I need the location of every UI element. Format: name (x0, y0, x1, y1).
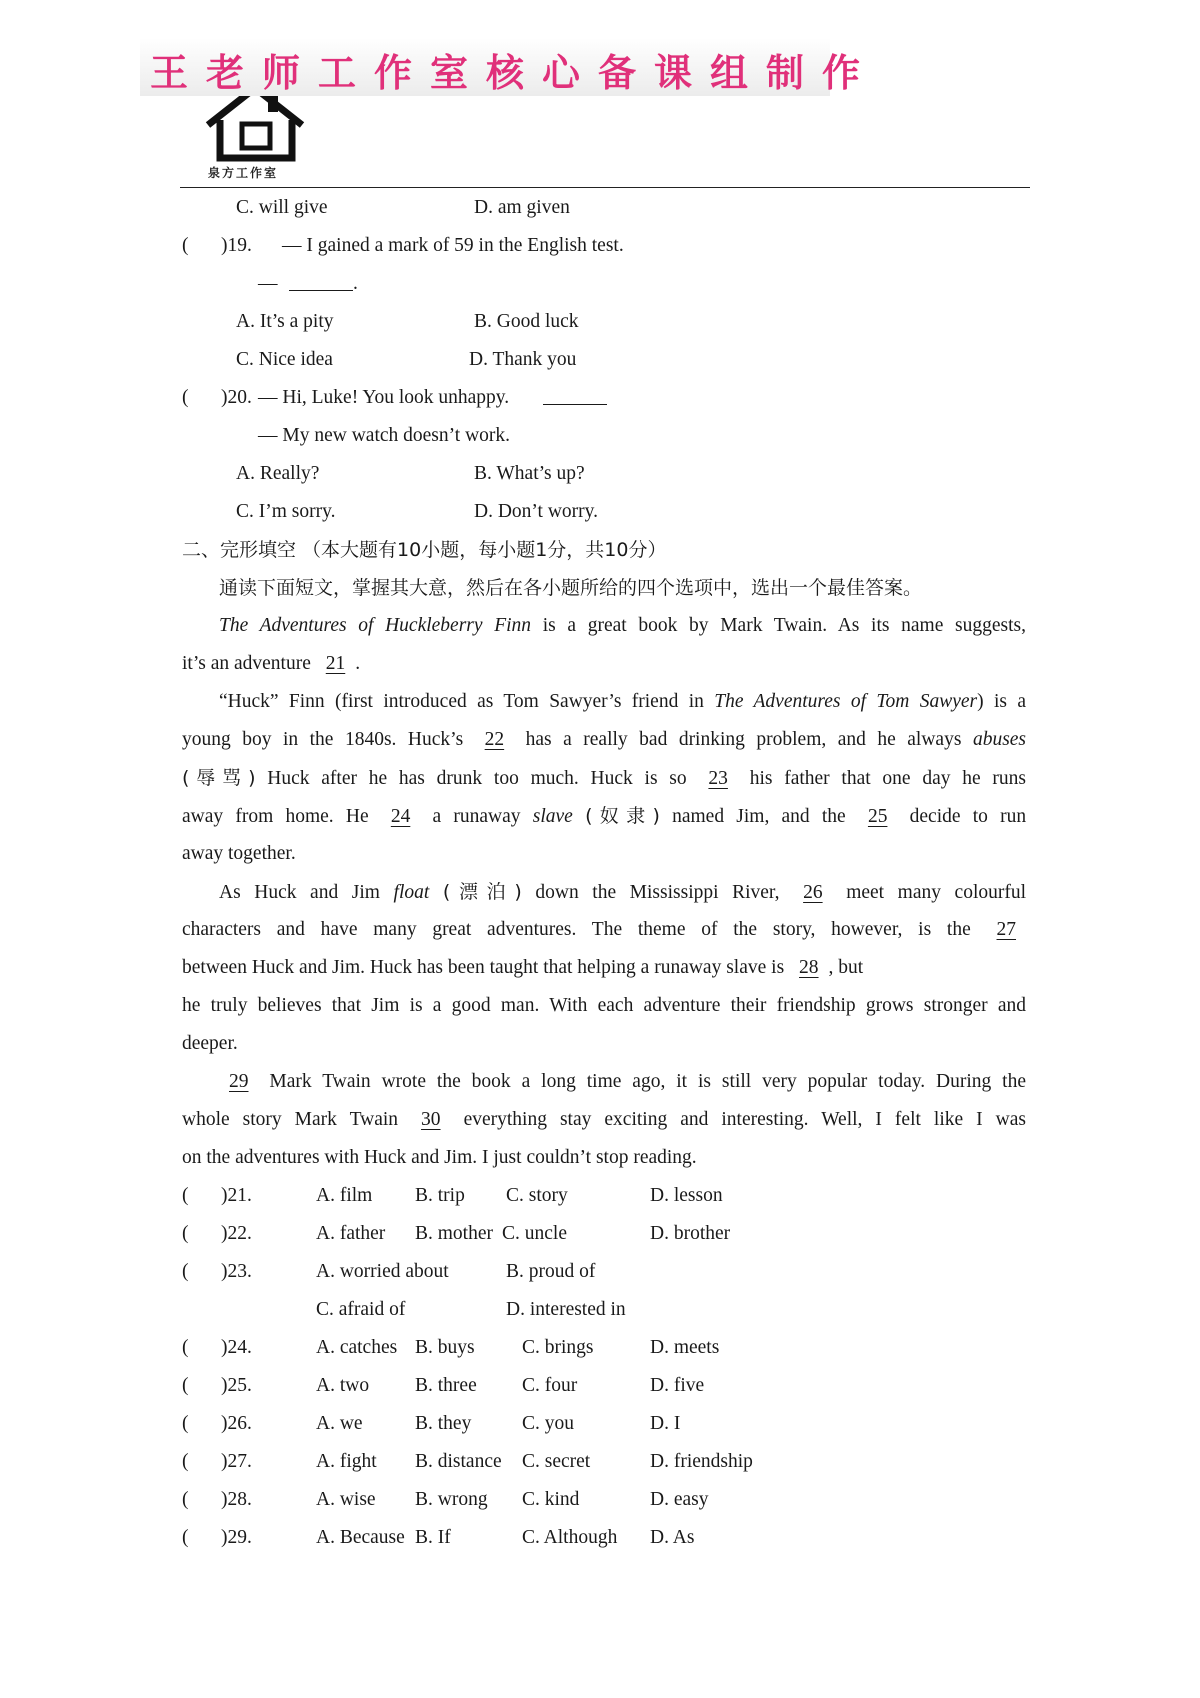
q19-number: )19. (221, 235, 252, 256)
option-paren: ( (182, 1451, 189, 1472)
q19-stem: — I gained a mark of 59 in the English test. (282, 235, 624, 256)
option-b: B. three (415, 1375, 477, 1396)
passage-line: (辱骂) Huck after he has drunk too much. Huck is so 23 his father that one day he runs (182, 767, 1027, 789)
q19-option-c: C. Nice idea (236, 349, 333, 370)
q20-reply: — My new watch doesn’t work. (258, 425, 511, 446)
passage-line: away together. (182, 843, 296, 864)
option-b: B. wrong (415, 1489, 488, 1510)
option-paren: ( (182, 1261, 189, 1282)
section-title: 二、完形填空 （本大题有10小题，每小题1分，共10分） (182, 539, 667, 561)
option-a: A. two (316, 1375, 370, 1396)
option-number: )24. (221, 1337, 252, 1358)
option-c: C. uncle (502, 1223, 567, 1244)
option-number: )26. (221, 1413, 252, 1434)
option-a: A. father (316, 1223, 386, 1244)
option-d: D. five (650, 1375, 705, 1396)
blank-24: 24 (390, 806, 411, 827)
q19-answer-blank (289, 272, 353, 298)
option-d: D. interested in (506, 1299, 626, 1320)
option-b: B. distance (415, 1451, 502, 1472)
section-instruction: 通读下面短文，掌握其大意，然后在各小题所给的四个选项中，选出一个最佳答案。 (219, 577, 923, 599)
option-b: B. they (415, 1413, 472, 1434)
book-title: The Adventures of Huckleberry Finn (219, 615, 532, 636)
passage-line: it’s an adventure 21 . (182, 653, 361, 674)
blank-25: 25 (867, 806, 888, 827)
option-a: A. we (316, 1413, 363, 1434)
option-a: A. worried about (316, 1261, 449, 1282)
q19-option-d: D. Thank you (469, 349, 577, 370)
option-paren: ( (182, 1185, 189, 1206)
option-d: D. meets (650, 1337, 720, 1358)
option-paren: ( (182, 1413, 189, 1434)
option-paren: ( (182, 1337, 189, 1358)
option-paren: ( (182, 1489, 189, 1510)
passage-line: he truly believes that Jim is a good man. With each adventure their friendship grows stronger and (182, 995, 1026, 1016)
option-b: B. mother (415, 1223, 493, 1244)
header-rule (180, 187, 1030, 188)
passage-line: characters and have many great adventures. The theme of the story, however, is the 27 (182, 918, 1026, 942)
blank-21: 21 (325, 653, 346, 674)
blank-26: 26 (803, 882, 823, 903)
option-paren: ( (182, 1375, 189, 1396)
passage-line: young boy in the 1840s. Huck’s 22 has a really bad drinking problem, and he always abuses (182, 729, 1027, 750)
q20-number: )20. (221, 387, 252, 408)
option-c: C. kind (522, 1489, 580, 1510)
option-c: C. story (506, 1185, 568, 1206)
option-number: )22. (221, 1223, 252, 1244)
q20-option-c: C. I’m sorry. (236, 501, 336, 522)
blank-28: 28 (799, 957, 819, 978)
passage-line: away from home. He 24 a runaway slave (奴隶) named Jim, and the 25 decide to run (182, 805, 1027, 827)
q20-option-a: A. Really? (236, 463, 320, 484)
option-d: D. As (650, 1527, 695, 1548)
option-number: )23. (221, 1261, 252, 1282)
option-b: B. proud of (506, 1261, 596, 1282)
q18-option-c: C. will give (236, 197, 328, 218)
option-d: D. lesson (650, 1185, 723, 1206)
passage-line: between Huck and Jim. Huck has been taught that helping a runaway slave is 28 , but (182, 957, 864, 978)
passage-line: As Huck and Jim float (漂泊) down the Mississippi River, 26 meet many colourful (219, 881, 1027, 903)
option-number: )27. (221, 1451, 252, 1472)
passage-line: deeper. (182, 1033, 238, 1054)
option-c: C. four (522, 1375, 578, 1396)
q20-option-d: D. Don’t worry. (474, 501, 599, 522)
q20-answer-blank (543, 386, 607, 412)
blank-29: 29 (229, 1071, 249, 1092)
option-a: A. film (316, 1185, 373, 1206)
logo-caption: 泉方工作室 (208, 166, 279, 180)
passage-line: “Huck” Finn (first introduced as Tom Sawyer’s friend in The Adventures of Tom Sawyer) is a (219, 691, 1026, 712)
option-a: A. fight (316, 1451, 377, 1472)
option-d: D. friendship (650, 1451, 753, 1472)
option-a: A. Because (316, 1527, 405, 1548)
blank-30: 30 (421, 1109, 441, 1130)
option-c: C. you (522, 1413, 575, 1434)
passage-line: 29 Mark Twain wrote the book a long time ago, it is still very popular today. During the (219, 1070, 1026, 1094)
option-d: D. I (650, 1413, 681, 1434)
option-paren: ( (182, 1223, 189, 1244)
q19-reply-dash: — (258, 273, 278, 294)
blank-22: 22 (484, 729, 505, 750)
option-number: )29. (221, 1527, 252, 1548)
q20-option-b: B. What’s up? (474, 463, 585, 484)
option-b: B. trip (415, 1185, 465, 1206)
option-c: C. secret (522, 1451, 591, 1472)
q20-stem: — Hi, Luke! You look unhappy. (258, 387, 510, 408)
blank-23: 23 (708, 768, 728, 789)
option-d: D. brother (650, 1223, 731, 1244)
option-c: C. Although (522, 1527, 618, 1548)
option-a: A. catches (316, 1337, 398, 1358)
option-b: B. If (415, 1527, 451, 1548)
passage-line: on the adventures with Huck and Jim. I just couldn’t stop reading. (182, 1147, 697, 1168)
option-number: )28. (221, 1489, 252, 1510)
q19-paren: ( (182, 235, 189, 256)
banner-title: 王老师工作室核心备课组制作 (150, 51, 879, 95)
q19-option-a: A. It’s a pity (236, 311, 334, 332)
blank-27: 27 (996, 919, 1017, 940)
option-number: )25. (221, 1375, 252, 1396)
q20-paren: ( (182, 387, 189, 408)
option-c: C. afraid of (316, 1299, 406, 1320)
passage-line: The Adventures of Huckleberry Finn is a great book by Mark Twain. As its name suggests, (219, 615, 1026, 636)
option-a: A. wise (316, 1489, 376, 1510)
option-d: D. easy (650, 1489, 709, 1510)
option-number: )21. (221, 1185, 252, 1206)
option-c: C. brings (522, 1337, 594, 1358)
q18-option-d: D. am given (474, 197, 570, 218)
option-b: B. buys (415, 1337, 475, 1358)
option-paren: ( (182, 1527, 189, 1548)
passage-line: whole story Mark Twain 30 everything stay exciting and interesting. Well, I felt like I was (182, 1109, 1027, 1130)
q19-option-b: B. Good luck (474, 311, 579, 332)
q19-reply-end: . (353, 273, 358, 294)
